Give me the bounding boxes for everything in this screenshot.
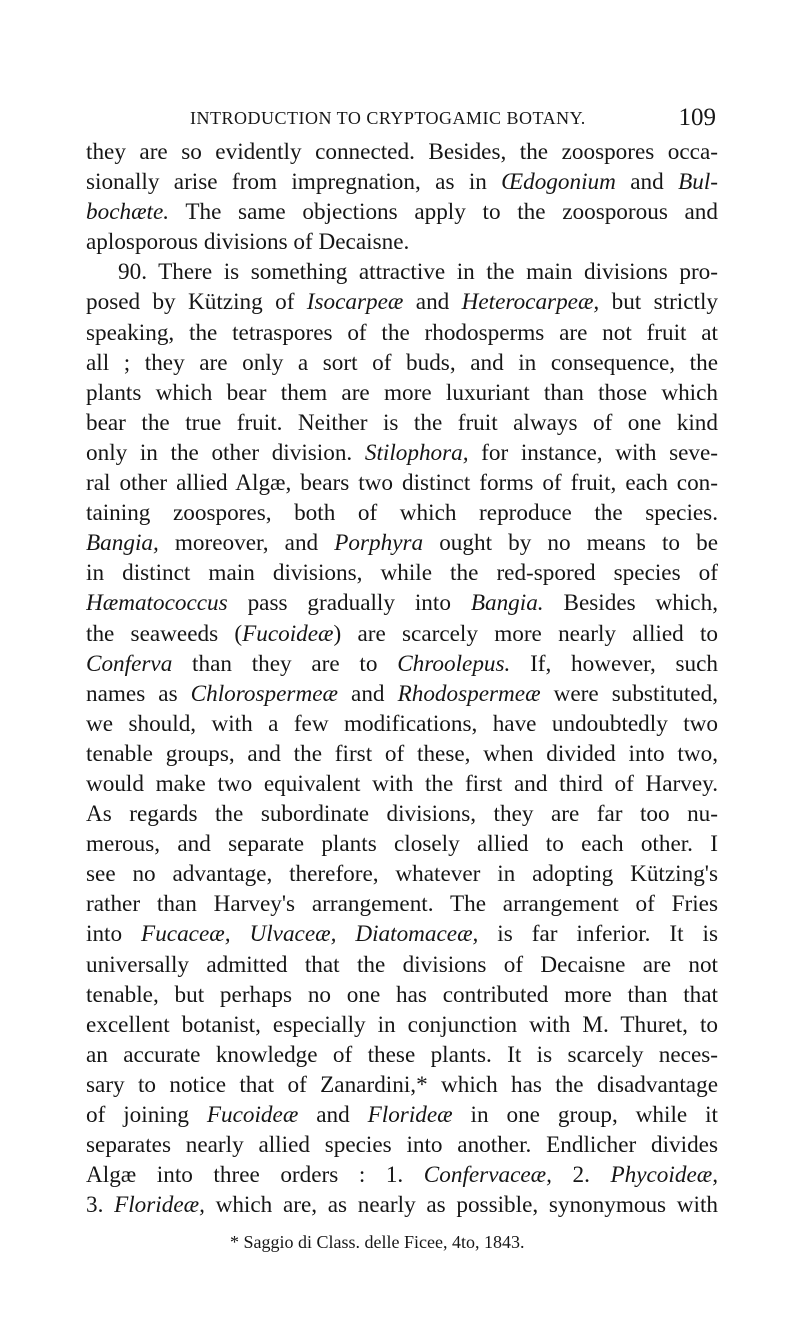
text-line: [86, 378, 718, 408]
text-line: [86, 167, 718, 197]
text-span: Besides which,: [543, 590, 718, 617]
text-span: 2.: [551, 1162, 611, 1189]
italic-text: Florideæ,: [114, 1192, 205, 1219]
text-span: moreover, and: [158, 530, 335, 557]
text-line: [86, 679, 718, 709]
text-span: than they are to: [172, 650, 398, 677]
text-span: of joining: [86, 1102, 207, 1128]
text-line: [86, 980, 718, 1010]
italic-text: Conferva: [86, 650, 173, 677]
text-span: 90. There is something attractive in the main divisions pro-: [118, 259, 718, 286]
italic-text: Bul-: [678, 169, 718, 196]
text-span: universally admitted that the divisions of Decaisne are not: [86, 951, 718, 978]
text-line: [86, 1100, 718, 1130]
text-line: [86, 889, 718, 919]
text-span: were substituted,: [540, 680, 718, 707]
text-span: bear the true fruit. Neither is the fruit always of one kind: [86, 409, 718, 436]
text-line: [86, 348, 718, 378]
text-span: see no advantage, therefore, whatever in adopting Kützing's: [86, 861, 718, 888]
text-span: names as: [86, 680, 191, 707]
text-span: would make two equivalent with the first and third of Harvey.: [86, 770, 718, 797]
text-line: [86, 1130, 718, 1160]
italic-text: Fucaceæ, Ulvaceæ, Diatomaceæ,: [141, 921, 479, 948]
text-span: for instance, with seve-: [468, 439, 718, 466]
text-line: [86, 1070, 718, 1100]
italic-text: Fucoideæ: [242, 620, 334, 647]
text-span: rather than Harvey's arrangement. The arrangement of Fries: [86, 891, 718, 918]
text-span: ought by no means to be: [423, 530, 718, 557]
text-line: [86, 1160, 718, 1190]
italic-text: Florideæ: [367, 1102, 453, 1128]
text-line: [86, 739, 718, 769]
text-span: is far inferior. It is: [478, 921, 718, 948]
text-line: [86, 649, 718, 679]
text-span: If, however, such: [510, 650, 718, 677]
text-line: [86, 619, 718, 649]
text-span: and: [298, 1102, 368, 1128]
text-line: [86, 468, 718, 498]
text-line: [86, 408, 718, 438]
text-span: the seaweeds (: [86, 620, 243, 647]
text-line: [86, 227, 718, 257]
page-number: 109: [678, 104, 716, 131]
italic-text: Confervaceæ,: [423, 1162, 552, 1189]
text-line: [86, 1040, 718, 1070]
italic-text: Porphyra: [334, 530, 424, 557]
text-span: aplosporous divisions of Decaisne.: [86, 229, 410, 256]
text-line: [86, 829, 718, 859]
text-line: [86, 137, 718, 167]
text-line: [86, 950, 718, 980]
italic-text: Bangia.: [470, 590, 544, 617]
text-span: in one group, while it: [452, 1102, 718, 1128]
text-span: sary to notice that of Zanardini,* which has the disadvantage: [86, 1071, 718, 1098]
italic-text: Heterocarpeæ,: [461, 289, 600, 316]
italic-text: Rhodospermeæ: [397, 680, 541, 707]
text-span: tenable, but perhaps no one has contributed more than that: [86, 981, 718, 1008]
text-span: tenable groups, and the first of these, when divided into two,: [86, 740, 718, 767]
text-line: [86, 197, 718, 227]
text-span: sionally arise from impregnation, as in: [86, 169, 502, 196]
text-span: only in the other division.: [86, 439, 365, 466]
text-line: [86, 1010, 718, 1040]
text-line: [86, 709, 718, 739]
text-span: all ; they are only a sort of buds, and in consequence, the: [86, 349, 718, 376]
italic-text: Stilophora,: [364, 439, 469, 466]
italic-text: Phycoideæ,: [610, 1162, 718, 1189]
italic-text: Chlorospermeæ: [190, 680, 338, 707]
running-title: INTRODUCTION TO CRYPTOGAMIC BOTANY.: [190, 108, 586, 128]
text-line: [86, 438, 718, 468]
text-line: [86, 799, 718, 829]
text-line: [86, 528, 718, 558]
text-span: merous, and separate plants closely allied to each other. I: [86, 831, 718, 858]
text-span: in distinct main divisions, while the red-spored species of: [86, 560, 718, 587]
text-line: [86, 769, 718, 799]
text-span: plants which bear them are more luxuriant than those which: [86, 379, 718, 406]
text-span: but strictly: [599, 289, 718, 316]
italic-text: Œdogonium: [501, 169, 616, 196]
text-span: which are, as nearly as possible, synonymous with: [204, 1192, 718, 1219]
text-line: [86, 257, 718, 287]
text-line: [86, 558, 718, 588]
body-text: [86, 137, 718, 1220]
italic-text: Bangia,: [86, 530, 159, 557]
text-span: they are so evidently connected. Besides, the zoospores occa-: [86, 139, 718, 165]
italic-text: Hæmatococcus: [86, 590, 228, 617]
text-line: [86, 919, 718, 949]
text-span: and: [403, 289, 462, 316]
text-span: and: [337, 680, 398, 707]
text-span: and: [615, 169, 679, 196]
italic-text: Isocarpeæ: [306, 289, 404, 316]
text-span: we should, with a few modifications, have undoubtedly two: [86, 710, 718, 737]
text-line: [86, 318, 718, 348]
text-span: ral other allied Algæ, bears two distinct forms of fruit, each con-: [86, 470, 718, 497]
text-span: The same objections apply to the zoosporous and: [169, 199, 718, 226]
italic-text: Chroolepus.: [397, 650, 511, 677]
text-span: speaking, the tetraspores of the rhodosperms are not fruit at: [86, 319, 718, 346]
text-span: an accurate knowledge of these plants. It is scarcely neces-: [86, 1041, 718, 1068]
running-head: [86, 104, 716, 134]
italic-text: Fucoideæ: [206, 1102, 299, 1128]
footnote: * Saggio di Class. delle Ficee, 4to, 1843.: [230, 1232, 525, 1252]
text-line: [86, 287, 718, 317]
text-line: [86, 859, 718, 889]
text-span: separates nearly allied species into another. Endlicher divides: [86, 1132, 718, 1159]
text-line: [86, 588, 718, 618]
text-span: posed by Kützing of: [86, 289, 307, 316]
text-span: excellent botanist, especially in conjunction with M. Thuret, to: [86, 1011, 718, 1038]
text-line: [86, 1190, 718, 1220]
italic-text: bochæte.: [86, 199, 170, 226]
text-span: taining zoospores, both of which reproduce the species.: [86, 500, 718, 527]
text-span: into: [86, 921, 142, 948]
text-span: 3.: [86, 1192, 115, 1219]
text-span: pass gradually into: [227, 590, 471, 617]
text-span: ) are scarcely more nearly allied to: [333, 620, 718, 647]
text-line: [86, 498, 718, 528]
text-span: Algæ into three orders : 1.: [86, 1162, 424, 1189]
text-span: As regards the subordinate divisions, they are far too nu-: [86, 801, 718, 828]
